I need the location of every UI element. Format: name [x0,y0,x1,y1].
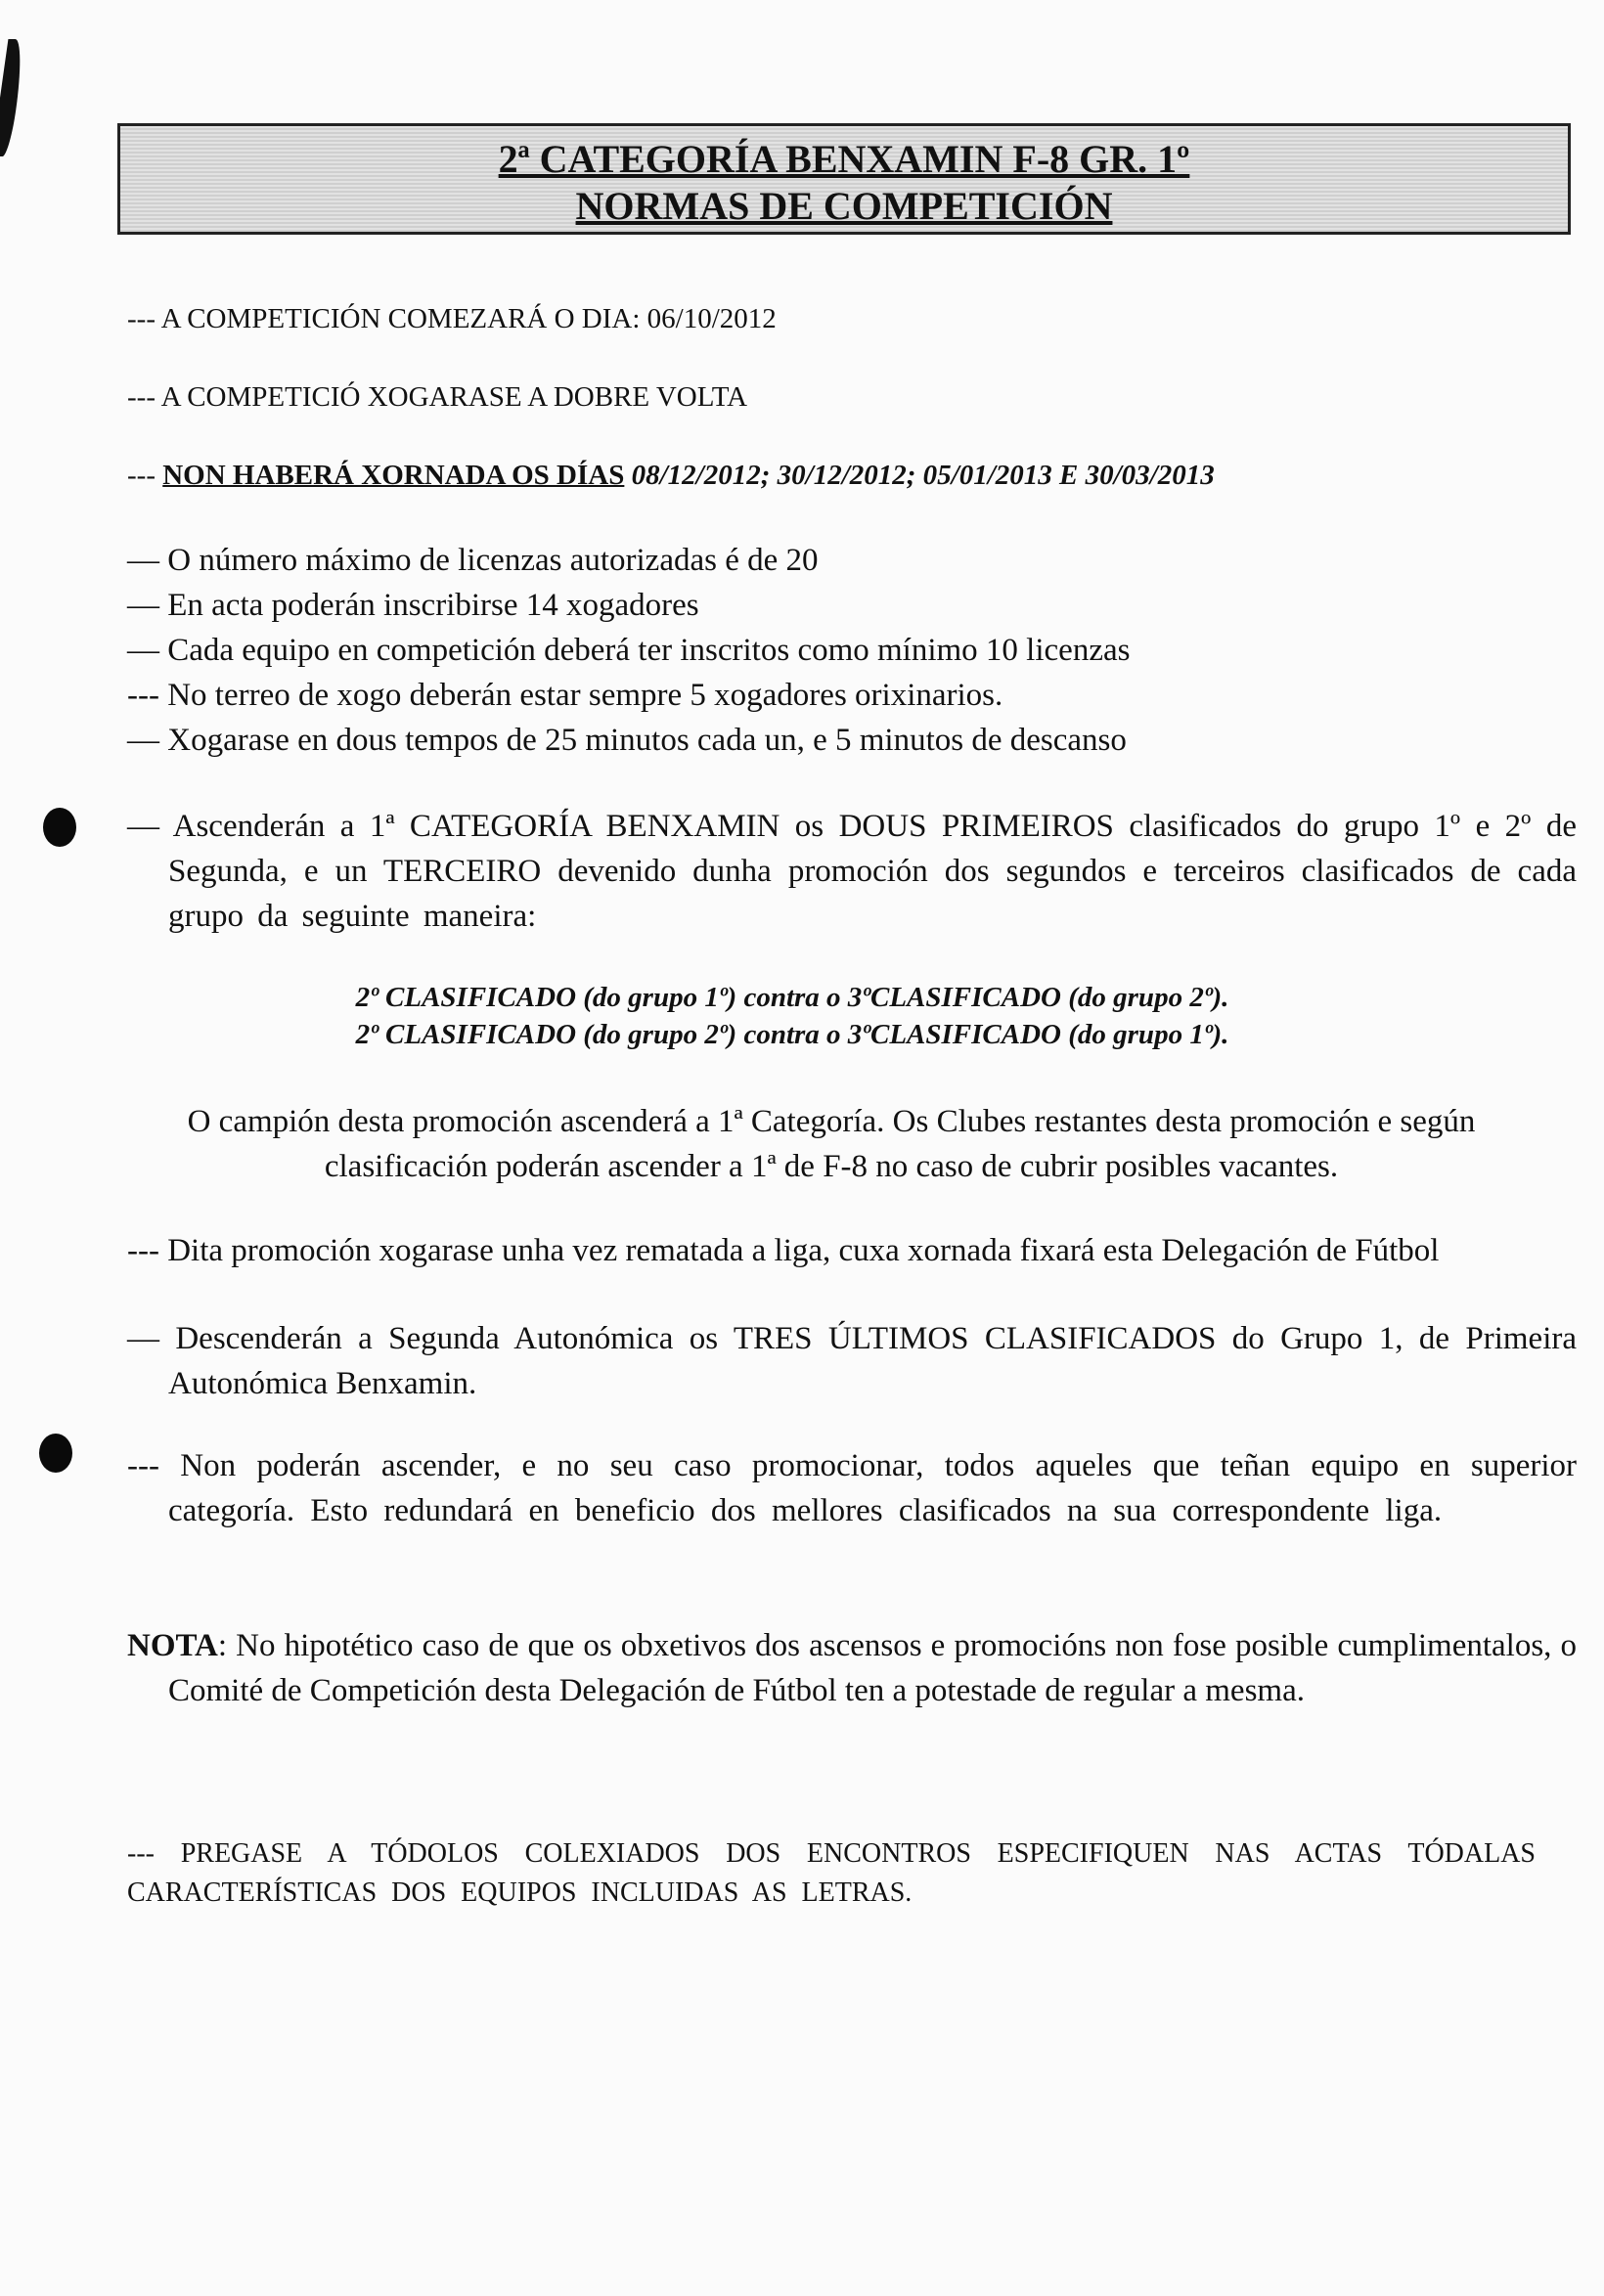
punch-hole-icon [43,808,76,847]
double-round-rule: --- A COMPETICIÓ XOGARASE A DOBRE VOLTA [127,381,748,413]
promotion-date-rule: --- Dita promoción xogarase unha vez rematada a liga, cuxa xornada fixará esta Delegación de Fútbol [127,1233,1440,1268]
restriction-rule: --- Non poderán ascender, e no seu caso promocionar, todos aqueles que teñan equipo en superior categoría. Esto redundará en beneficio dos mellores clasificados na sua correspondente liga. [127,1448,1577,1528]
relegation-rule: — Descenderán a Segunda Autonómica os TRES ÚLTIMOS CLASIFICADOS do Grupo 1, de Primeira Autonómica Benxamin. [127,1321,1577,1401]
scan-edge-mark [0,39,25,156]
list-item: — Xogarase en dous tempos de 25 minutos cada un, e 5 minutos de descanso [127,723,1127,758]
punch-hole-icon [39,1434,72,1473]
document-header [117,123,1571,235]
note-label: NOTA [127,1628,218,1663]
matchup-2: 2º CLASIFICADO (do grupo 2º) contra o 3ºCLASIFICADO (do grupo 1º). [355,1019,1229,1050]
list-item: — O número máximo de licenzas autorizadas é de 20 [127,543,819,578]
start-date-rule: --- A COMPETICIÓN COMEZARÁ O DIA: 06/10/2012 [127,303,777,334]
champion-rule: O campión desta promoción ascenderá a 1ª Categoría. Os Clubes restantes desta promoción e según clasificación poderán ascender a 1ª de F-8 no caso de cubrir posibles vacantes. [187,1104,1476,1184]
title-line-2: NORMAS DE COMPETICIÓN [575,184,1113,228]
no-matchday-dates: 08/12/2012; 30/12/2012; 05/01/2013 E 30/03/2013 [624,460,1215,491]
note [127,1623,1577,1713]
list-item: --- No terreo de xogo deberán estar sempre 5 xogadores orixinarios. [127,678,1003,713]
no-matchday-label: NON HABERÁ XORNADA OS DÍAS [162,460,625,491]
prefix: --- [127,460,163,491]
rules-list [127,538,1130,763]
list-item: — Cada equipo en competición deberá ter inscritos como mínimo 10 licenzas [127,633,1131,668]
matchup-1: 2º CLASIFICADO (do grupo 1º) contra o 3ºCLASIFICADO (do grupo 2º). [355,982,1229,1013]
promotion-rule: — Ascenderán a 1ª CATEGORÍA BENXAMIN os DOUS PRIMEIROS clasificados do grupo 1º e 2º de Segunda, e un TERCEIRO devenido dunha promoción dos segundos e terceiros clasificados de cada grupo da seguinte maneira: [127,809,1577,934]
request-rule: --- PREGASE A TÓDOLOS COLEXIADOS DOS ENCONTROS ESPECIFIQUEN NAS ACTAS TÓDALAS CARACTERÍSTICAS DOS EQUIPOS INCLUIDAS AS LETRAS. [127,1838,1536,1908]
list-item: — En acta poderán inscribirse 14 xogadores [127,588,699,623]
title-line-1: 2ª CATEGORÍA BENXAMIN F-8 GR. 1º [498,137,1190,181]
note-text: : No hipotético caso de que os obxetivos dos ascensos e promocións non fose posible cumplimentalos, o Comité de Competición desta Delegación de Fútbol ten a potestade de regular a mesma. [168,1628,1577,1708]
no-matchday-rule [127,460,1215,492]
